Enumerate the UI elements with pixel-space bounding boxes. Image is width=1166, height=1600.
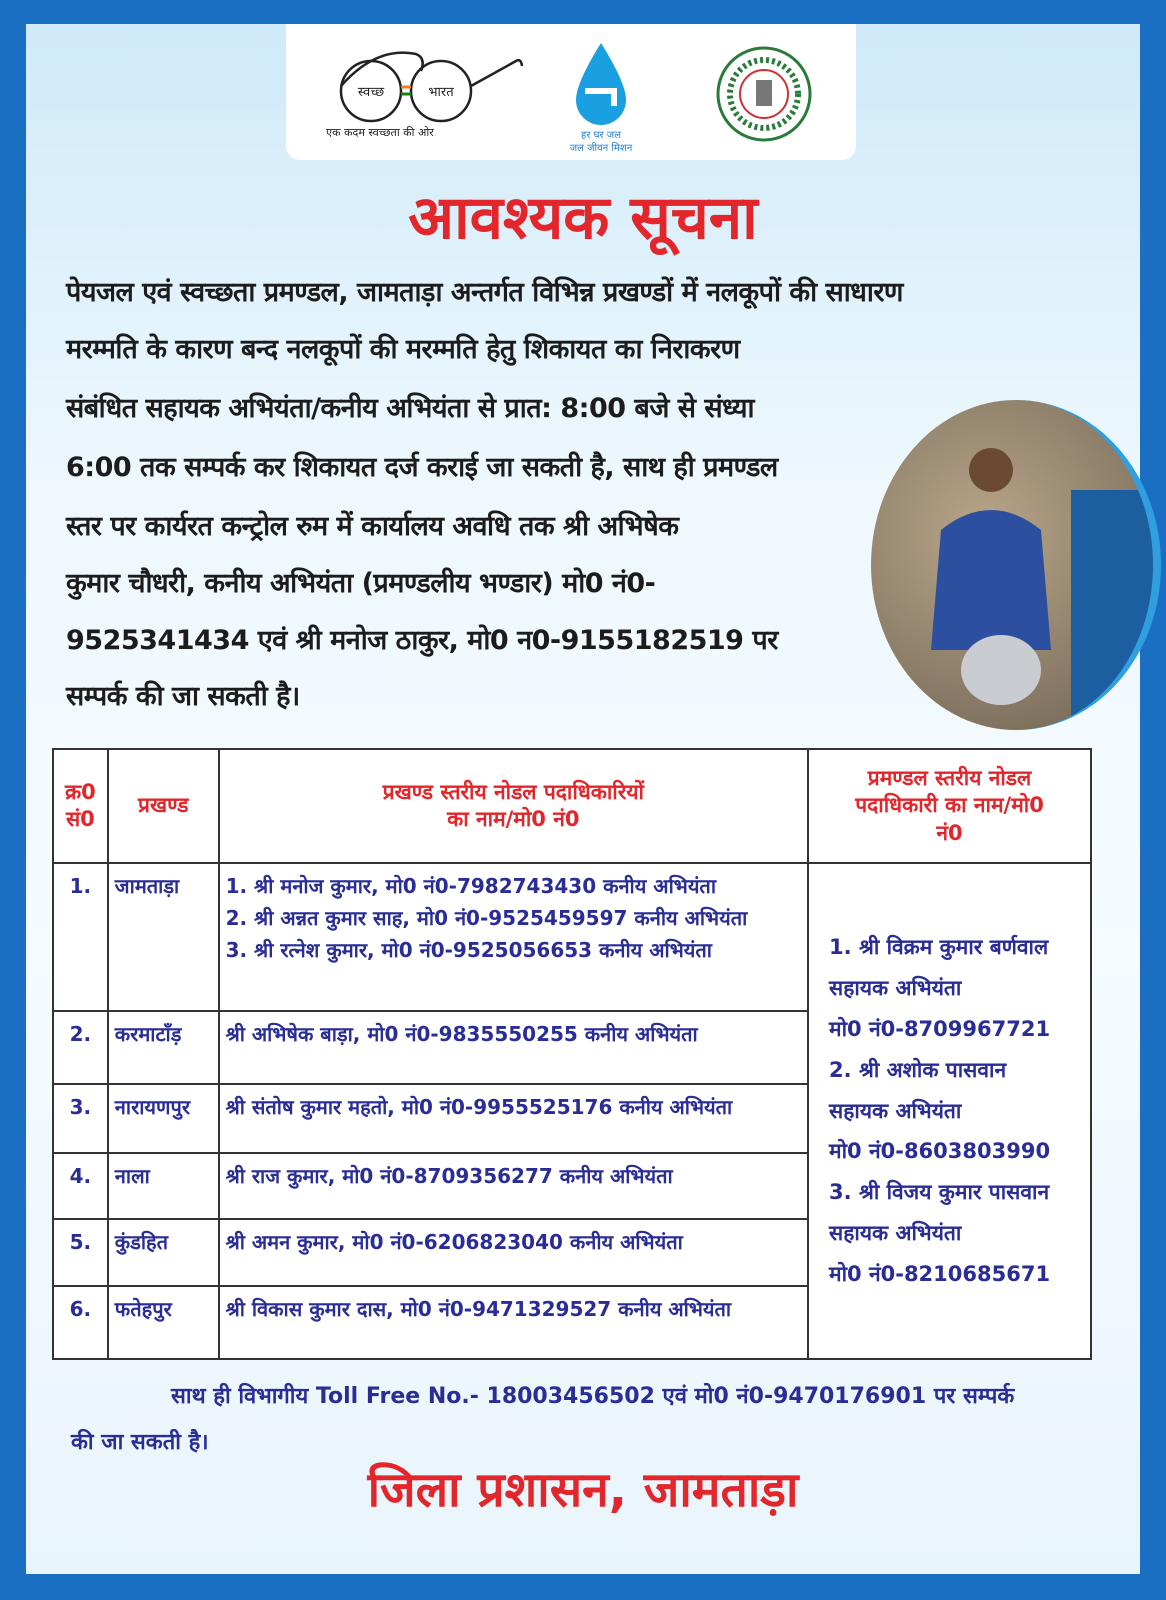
division-officer-line: 3. श्री विजय कुमार पासवान (829, 1180, 1050, 1205)
poster (26, 24, 1140, 1574)
table-header-row (53, 749, 1091, 863)
logo-bar (286, 24, 856, 160)
block: नारायणपुर (108, 1084, 219, 1153)
signature-district-admin: जिला प्रशासन, जामताड़ा (367, 1462, 799, 1518)
swachh-text: स्वच्छ (357, 85, 385, 100)
officer: श्री विकास कुमार दास, मो0 नं0-9471329527 कनीय अभियंता (219, 1286, 808, 1359)
block: जामताड़ा (108, 863, 219, 1011)
serial: 3. (53, 1084, 108, 1153)
serial: 4. (53, 1153, 108, 1219)
swachh-bharat-logo (316, 46, 526, 141)
division-officer-line: मो0 नं0-8603803990 (829, 1139, 1051, 1164)
officer: श्री अमन कुमार, मो0 नं0-6206823040 कनीय अभियंता (219, 1219, 808, 1286)
jharkhand-seal (714, 44, 814, 144)
jal-jeevan-mission-logo (561, 38, 671, 153)
notice-line: मरम्मति के कारण बन्द नलकूपों की मरम्मति हेतु शिकायत का निराकरण (66, 334, 740, 365)
officer: श्री राज कुमार, मो0 नं0-8709356277 कनीय अभियंता (219, 1153, 808, 1219)
header-serial: क्र0 सं0 (53, 749, 108, 863)
jjm-line1: हर घर जल (581, 130, 621, 141)
notice-line: सम्पर्क की जा सकती है। (66, 681, 300, 712)
officers-cell (219, 863, 808, 1011)
toll-free-line-2: की जा सकती है। (71, 1430, 209, 1455)
woman-at-tap-photo (871, 400, 1161, 730)
notice-line: संबंधित सहायक अभियंता/कनीय अभियंता से प्रात: 8:00 बजे से संध्या (66, 393, 754, 424)
block: फतेहपुर (108, 1286, 219, 1359)
officer: श्री संतोष कुमार महतो, मो0 नं0-9955525176 कनीय अभियंता (219, 1084, 808, 1153)
division-officer-line: सहायक अभियंता (829, 1098, 962, 1123)
nodal-officers-table (52, 748, 1092, 1360)
table-row (53, 863, 1091, 1011)
officer: 1. श्री मनोज कुमार, मो0 नं0-7982743430 कनीय अभियंता (225, 874, 717, 898)
block: कुंडहित (108, 1219, 219, 1286)
page-title: आवश्यक सूचना (408, 183, 758, 253)
swachh-tagline: एक कदम स्वच्छता की ओर (326, 126, 434, 139)
serial: 6. (53, 1286, 108, 1359)
division-officer-line: 1. श्री विक्रम कुमार बर्णवाल (829, 934, 1049, 959)
notice-line: स्तर पर कार्यरत कन्ट्रोल रुम में कार्यालय अवधि तक श्री अभिषेक (66, 511, 679, 542)
header-block: प्रखण्ड (108, 749, 219, 863)
division-officer-line: सहायक अभियंता (829, 1221, 962, 1246)
serial: 5. (53, 1219, 108, 1286)
serial: 2. (53, 1011, 108, 1084)
notice-line: 6:00 तक सम्पर्क कर शिकायत दर्ज कराई जा सकती है, साथ ही प्रमण्डल (66, 452, 778, 483)
bharat-text: भारत (428, 85, 454, 100)
header-division-officers: प्रमण्डल स्तरीय नोडल पदाधिकारी का नाम/मो0 नं0 (808, 749, 1091, 863)
officer: श्री अभिषेक बाड़ा, मो0 नं0-9835550255 कनीय अभियंता (219, 1011, 808, 1084)
notice-line: 9525341434 एवं श्री मनोज ठाकुर, मो0 न0-9155182519 पर (66, 625, 778, 656)
notice-line: पेयजल एवं स्वच्छता प्रमण्डल, जामताड़ा अन्तर्गत विभिन्न प्रखण्डों में नलकूपों की साधारण (66, 277, 903, 308)
division-officer-line: मो0 नं0-8210685671 (829, 1262, 1051, 1287)
division-officer-line: मो0 नं0-8709967721 (829, 1016, 1051, 1041)
division-officer-line: सहायक अभियंता (829, 975, 962, 1000)
officer: 3. श्री रत्नेश कुमार, मो0 नं0-9525056653 कनीय अभियंता (225, 938, 712, 962)
notice-line: कुमार चौधरी, कनीय अभियंता (प्रमण्डलीय भण्डार) मो0 नं0- (66, 568, 656, 599)
block: करमाटाँड़ (108, 1011, 219, 1084)
division-officer-line: 2. श्री अशोक पासवान (829, 1057, 1007, 1082)
division-officers-cell (808, 863, 1091, 1359)
jjm-line2: जल जीवन मिशन (569, 143, 633, 153)
header-block-officers: प्रखण्ड स्तरीय नोडल पदाधिकारियों का नाम/मो0 नं0 (219, 749, 808, 863)
block: नाला (108, 1153, 219, 1219)
toll-free-line: साथ ही विभागीय Toll Free No.- 18003456502 एवं मो0 नं0-9470176901 पर सम्पर्क (171, 1384, 1015, 1409)
serial: 1. (53, 863, 108, 1011)
officer: 2. श्री अन्नत कुमार साह, मो0 नं0-9525459597 कनीय अभियंता (225, 906, 748, 930)
